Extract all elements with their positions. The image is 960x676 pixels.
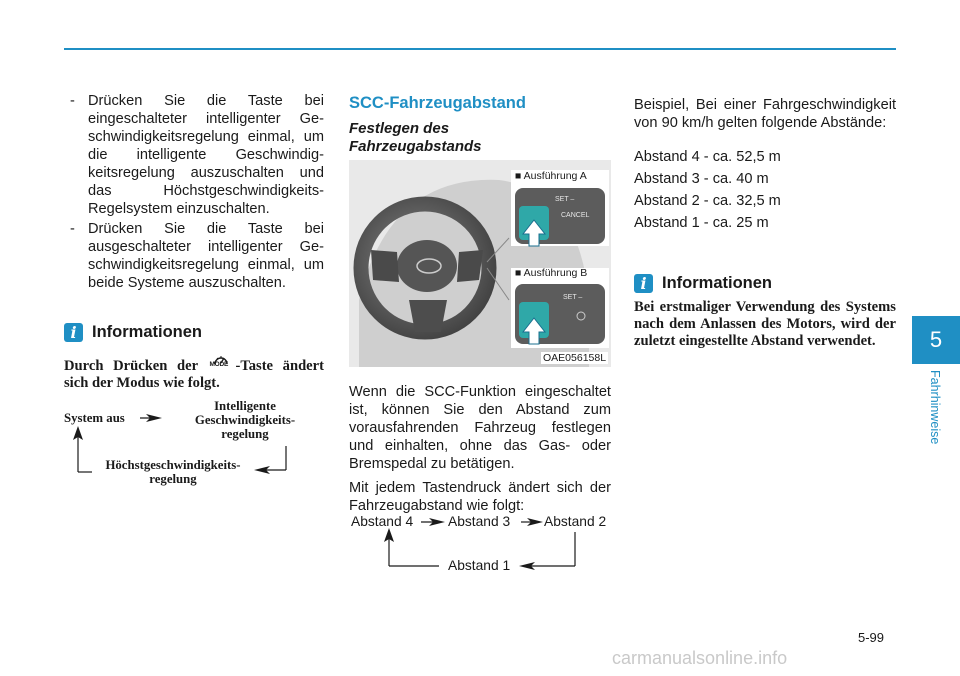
sub-title: Festlegen des Fahrzeugabstands (349, 120, 482, 155)
flow-hoechst: Höchstgeschwindigkeits-regelung (105, 458, 241, 486)
distance-item: Abstand 1 - ca. 25 m (634, 215, 769, 231)
set-label-a: SET – (555, 196, 575, 203)
paragraph: Mit jedem Tastendruck ändert sich der Fahrzeugabstand wie folgt: (349, 480, 611, 514)
figure-code: OAE056158L (543, 352, 607, 364)
flow-abstand-4: Abstand 4 (351, 514, 414, 529)
distance-item: Abstand 4 - ca. 52,5 m (634, 149, 781, 165)
steering-wheel-illustration (349, 160, 611, 367)
mode-button-icon: MODE (209, 352, 233, 372)
paragraph: Beispiel, Bei einer Fahrgeschwindigkeit von 90 km/h gelten folgende Abstände: (634, 97, 896, 131)
distance-item: Abstand 3 - ca. 40 m (634, 171, 769, 187)
page-number: 5-99 (858, 630, 885, 645)
info-icon: i (634, 274, 653, 293)
list-item: - Drücken Sie die Taste bei eingeschalteter intelligenter Geschwindigkeitsregelung einmal, um die intelligente Geschwindigkeitsregelung auszuschalten und das Höchstgeschwindigkeits-Regelsystem einzuschalten. (70, 93, 324, 217)
set-label-b: SET – (563, 294, 583, 301)
cancel-label: CANCEL (561, 212, 590, 219)
flow-system-aus: System aus (64, 411, 125, 425)
flow-abstand-2: Abstand 2 (544, 514, 607, 529)
steering-wheel-figure (349, 160, 611, 367)
middle-text (349, 383, 611, 515)
chapter-label: Fahrhinweise (928, 370, 942, 445)
flow-intelligent: Intelligente Geschwindigkeits-regelung (194, 399, 296, 441)
right-text (634, 96, 896, 232)
info-heading-left: i Informationen (64, 323, 202, 342)
info-text-left: Durch Drücken der MODE -Taste ändert sich der Modus wie folgt. (64, 352, 324, 392)
section-title: SCC-Fahrzeugabstand (349, 94, 526, 112)
chapter-tab: 5 (912, 316, 960, 364)
header-rule (64, 48, 896, 50)
variant-a-label: ■ Ausführung A (515, 170, 587, 182)
info-heading-right: i Informationen (634, 274, 772, 293)
flow-abstand-3: Abstand 3 (448, 514, 511, 529)
left-column (64, 92, 324, 294)
distance-item: Abstand 2 - ca. 32,5 m (634, 193, 781, 209)
list-item: - Drücken Sie die Taste bei ausgeschalteter intelligenter Geschwindigkeitsregelung einmal, um beide Systeme auszuschalten. (70, 221, 324, 291)
flow-abstand-1: Abstand 1 (448, 558, 511, 573)
info-text-right: Bei erstmaliger Verwendung des Systems nach dem Anlassen des Motors, wird der zuletzt eingestellte Abstand verwendet. (634, 299, 896, 349)
variant-b-label: ■ Ausführung B (515, 267, 588, 279)
info-icon: i (64, 323, 83, 342)
paragraph: Wenn die SCC-Funktion eingeschaltet ist, können Sie den Abstand zum vorausfahrenden Fahrzeug festlegen und einhalten, ohne das Gas- oder Bremspedal zu betätigen. (349, 384, 611, 472)
watermark: carmanualsonline.info (612, 648, 788, 668)
